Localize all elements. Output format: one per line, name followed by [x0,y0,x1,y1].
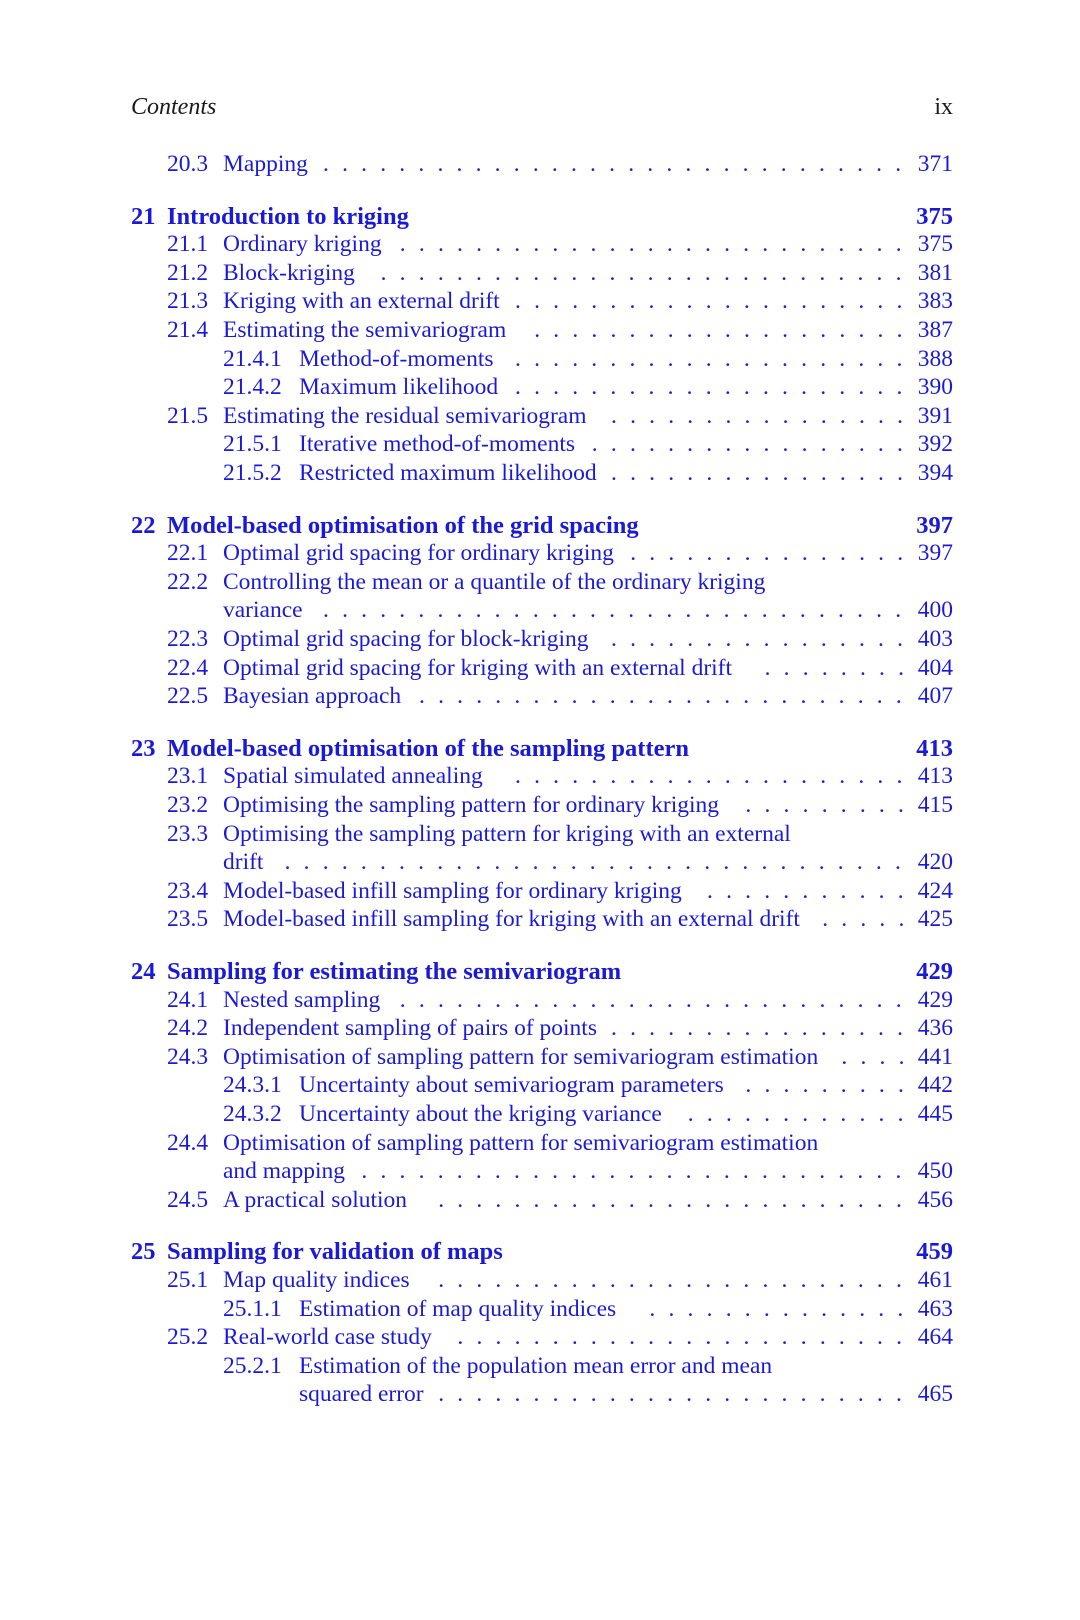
toc-entry-title: Optimising the sampling pattern for kriging with an external [223,820,791,847]
toc-entry-page-number: 375 [916,202,953,230]
toc-section-entry[interactable] [131,287,953,316]
dot-leader: ..................... [515,374,916,401]
toc-entry-number: 23.5 [167,906,209,933]
running-title: Contents [131,94,217,120]
toc-entry-title: Sampling for validation of maps [167,1238,503,1266]
toc-entry-title: variance [223,597,303,624]
toc-entry-title: Model-based optimisation of the sampling pattern [167,734,690,762]
toc-entry-number: 21.2 [167,259,209,286]
toc-section-entry[interactable] [131,539,953,568]
toc-entry-title: Model-based infill sampling for ordinary kriging [223,877,682,904]
toc-entry-title: Maximum likelihood [299,374,499,401]
toc-entry-title: Model-based optimisation of the grid spacing [167,511,639,539]
dot-leader: ............................ [380,259,915,286]
toc-entry-number: 22.2 [167,568,209,595]
toc-entry-title: Controlling the mean or a quantile of the ordinary kriging [223,568,766,595]
toc-entry-page-number: 383 [917,288,953,315]
toc-entry-number: 21.5.2 [223,460,282,486]
toc-entry-continuation[interactable] [131,1380,953,1409]
toc-section-entry[interactable] [131,986,953,1015]
toc-entry-title: Method-of-moments [299,345,494,372]
toc-section-entry[interactable] [131,791,953,820]
dot-leader: .................... [534,317,916,343]
toc-entry-page-number: 463 [917,1295,953,1322]
toc-entry-page-number: 404 [917,654,953,681]
dot-leader: ............................. [361,1158,915,1185]
dot-leader: ......... [745,1072,918,1099]
toc-entry-page-number: 459 [916,1238,953,1266]
toc-entry-number: 22 [131,511,156,539]
toc-section-entry[interactable] [131,1323,953,1352]
toc-entry-page-number: 390 [917,374,953,401]
dot-leader: ............ [687,1101,917,1127]
toc-entry-title: Map quality indices [223,1267,410,1293]
toc-entry-number: 23 [131,734,156,762]
toc-entry-number: 21.1 [167,231,209,258]
toc-entry-page-number: 400 [917,597,953,624]
toc-entry-title: Estimation of map quality indices [299,1295,617,1322]
toc-entry-title: Sampling for estimating the semivariogram [167,958,622,985]
toc-entry-number: 24.3.2 [223,1101,282,1127]
toc-entry-number: 20.3 [167,151,209,177]
toc-entry-page-number: 375 [917,231,953,258]
toc-entry-page-number: 442 [917,1072,953,1099]
toc-entry-title: Optimal grid spacing for kriging with an external drift [223,654,733,681]
toc-section-entry[interactable] [131,1014,953,1043]
toc-section-entry[interactable] [131,905,953,934]
toc-entry-title: Real-world case study [223,1324,432,1351]
toc-section-entry[interactable] [131,877,953,906]
dot-leader: ............................... [323,151,915,177]
toc-entry-continuation[interactable] [131,596,953,625]
toc-entry-continuation[interactable] [131,1157,953,1186]
toc-entry-page-number: 392 [917,431,953,458]
toc-entry-number: 24.3.1 [223,1072,282,1099]
toc-entry-page-number: 450 [917,1158,953,1185]
dot-leader: ......................... [438,1267,916,1293]
toc-entry-title: Optimisation of sampling pattern for semivariogram estimation [223,1043,819,1070]
dot-leader: ............................... [323,597,915,624]
toc-entry-page-number: 465 [917,1381,953,1408]
dot-leader: ................................. [284,849,915,876]
toc-entry-title: Mapping [223,151,308,177]
toc-entry-title: Kriging with an external drift [223,288,500,315]
toc-entry-number: 22.5 [167,683,209,710]
toc-entry-page-number: 461 [917,1267,953,1293]
toc-entry-title: Uncertainty about semivariogram parameters [299,1072,724,1099]
toc-entry-page-number: 429 [916,958,953,985]
toc-entry-title: Introduction to kriging [167,202,409,230]
toc-entry-page-number: 407 [917,683,953,710]
toc-entry-number: 21 [131,202,156,230]
toc-entry-number: 25 [131,1238,156,1266]
toc-section-entry[interactable] [131,1266,953,1295]
toc-chapter-entry[interactable] [131,734,953,763]
toc-entry-title: Block-kriging [223,259,355,286]
dot-leader: ......................... [438,1186,916,1213]
toc-subsection-entry[interactable] [131,430,953,459]
toc-entry-title: Estimating the semivariogram [223,317,507,343]
toc-entry-page-number: 429 [917,986,953,1013]
toc-entry-title: Optimisation of sampling pattern for semivariogram estimation [223,1129,819,1156]
toc-entry-page-number: 456 [917,1186,953,1213]
dot-leader: ..................... [515,763,916,790]
toc-chapter-entry[interactable] [131,202,953,231]
dot-leader: ..................... [515,345,916,372]
toc-section-entry[interactable] [131,259,953,288]
dot-leader: ......................... [438,1381,916,1408]
toc-section-entry[interactable] [131,402,953,431]
dot-leader: ..... [822,906,918,933]
toc-entry-page-number: 394 [917,460,953,486]
toc-entry-number: 21.4.1 [223,345,282,372]
toc-entry-title: A practical solution [223,1186,408,1213]
toc-entry-number: 25.1 [167,1267,209,1293]
toc-subsection-entry[interactable] [131,373,953,402]
toc-entry-page-number: 413 [916,734,953,762]
toc-entry-number: 21.4 [167,317,209,343]
dot-leader: ................ [611,626,917,652]
toc-section-entry[interactable] [131,1043,953,1072]
toc-entry-page-number: 415 [917,792,953,818]
toc-entry-title: Iterative method-of-moments [299,431,576,458]
toc-entry-number: 23.3 [167,820,209,847]
toc-entry-page-number: 464 [917,1324,953,1351]
dot-leader: ................ [611,1015,917,1042]
dot-leader: ........................ [457,1324,916,1351]
toc-section-entry[interactable] [131,150,953,179]
toc-chapter-entry[interactable] [131,511,953,540]
toc-section-entry[interactable] [131,682,953,711]
dot-leader: ........................... [399,231,915,258]
toc-entry-number: 23.4 [167,877,209,904]
dot-leader: .......................... [419,683,915,710]
toc-subsection-entry[interactable] [131,1071,953,1100]
toc-entry-title: drift [223,849,264,876]
toc-entry-continuation[interactable] [131,848,953,877]
toc-entry-page-number: 413 [917,763,953,790]
toc-entry-page-number: 441 [917,1043,953,1070]
toc-entry-number: 22.4 [167,654,209,681]
toc-entry-title: Restricted maximum likelihood [299,460,597,486]
toc-entry-number: 21.5.1 [223,431,282,458]
toc-entry-title: Optimal grid spacing for block-kriging [223,626,589,652]
toc-entry-page-number: 371 [917,151,953,177]
dot-leader: .... [841,1043,918,1070]
toc-entry-title: Uncertainty about the kriging variance [299,1101,662,1127]
toc-subsection-entry[interactable] [131,1352,953,1381]
toc-entry-number: 21.3 [167,288,209,315]
toc-entry-title: Estimation of the population mean error and mean [299,1352,773,1379]
toc-entry-title: Bayesian approach [223,683,402,710]
toc-subsection-entry[interactable] [131,345,953,374]
toc-entry-number: 24.3 [167,1043,209,1070]
dot-leader: ..................... [515,288,916,315]
dot-leader: ................ [611,402,917,429]
toc-entry-number: 25.2 [167,1324,209,1351]
dot-leader: ........................... [399,986,915,1013]
toc-entry-number: 22.1 [167,540,209,567]
dot-leader: ................. [591,431,917,458]
toc-subsection-entry[interactable] [131,1295,953,1324]
toc-chapter-entry[interactable] [131,1237,953,1266]
dot-leader: ............... [630,540,917,567]
toc-chapter-entry[interactable] [131,957,953,986]
dot-leader: ......... [745,792,918,818]
toc-section-entry[interactable] [131,230,953,259]
toc-entry-title: Independent sampling of pairs of points [223,1015,597,1042]
toc-entry-number: 25.1.1 [223,1295,282,1322]
dot-leader: ................ [611,460,917,486]
toc-subsection-entry[interactable] [131,1100,953,1129]
toc-entry-title: Model-based infill sampling for kriging with an external drift [223,906,800,933]
toc-entry-title: Ordinary kriging [223,231,382,258]
toc-entry-title: Estimating the residual semivariogram [223,402,587,429]
toc-entry-number: 22.3 [167,626,209,652]
toc-entry-number: 21.5 [167,402,209,429]
toc-entry-page-number: 445 [917,1101,953,1127]
toc-section-entry[interactable] [131,820,953,849]
toc-section-entry[interactable] [131,625,953,654]
toc-entry-page-number: 420 [917,849,953,876]
toc-entry-number: 24.4 [167,1129,209,1156]
toc-subsection-entry[interactable] [131,459,953,488]
toc-section-entry[interactable] [131,654,953,683]
toc-entry-page-number: 391 [917,402,953,429]
toc-entry-page-number: 387 [917,317,953,343]
toc-entry-page-number: 397 [916,511,953,539]
toc-entry-title: Spatial simulated annealing [223,763,483,790]
toc-entry-number: 24 [131,958,156,985]
toc-entry-page-number: 388 [917,345,953,372]
toc-entry-number: 25.2.1 [223,1352,282,1379]
dot-leader: ........... [707,877,917,904]
toc-entry-page-number: 425 [917,906,953,933]
toc-entry-number: 21.4.2 [223,374,282,401]
toc-entry-number: 24.1 [167,986,209,1013]
page-number: ix [934,94,953,120]
toc-section-entry[interactable] [131,568,953,597]
toc-entry-page-number: 381 [917,259,953,286]
toc-section-entry[interactable] [131,1129,953,1158]
toc-entry-number: 23.2 [167,792,209,818]
toc-section-entry[interactable] [131,316,953,345]
toc-entry-title: Optimal grid spacing for ordinary kriging [223,540,614,567]
toc-entry-number: 23.1 [167,763,209,790]
toc-entry-number: 24.5 [167,1186,209,1213]
toc-entry-title: Optimising the sampling pattern for ordinary kriging [223,792,720,818]
toc-entry-page-number: 424 [917,877,953,904]
toc-entry-page-number: 397 [917,540,953,567]
toc-entry-number: 24.2 [167,1015,209,1042]
toc-entry-page-number: 436 [917,1015,953,1042]
toc-entry-title: and mapping [223,1158,346,1185]
toc-entry-page-number: 403 [917,626,953,652]
dot-leader: ........ [764,654,918,681]
dot-leader: .............. [649,1295,917,1322]
toc-section-entry[interactable] [131,762,953,791]
running-head [131,94,953,124]
toc-section-entry[interactable] [131,1186,953,1215]
toc-entry-title: Nested sampling [223,986,381,1013]
toc-entry-title: squared error [299,1381,424,1408]
